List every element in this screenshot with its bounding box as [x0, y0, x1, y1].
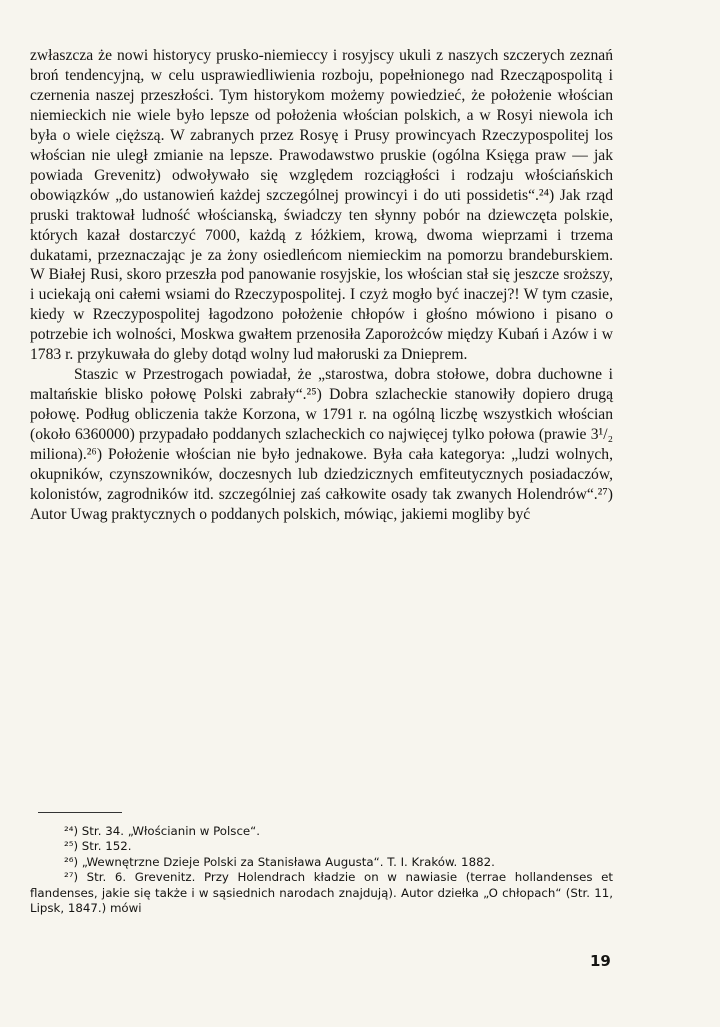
footnote-divider: [38, 812, 122, 813]
paragraph: zwłaszcza że nowi historycy prusko-niemieccy i rosyjscy ukuli z naszych szczerych zeznań broń tendencyjną, w celu usprawiedliwienia rozboju, popełnionego nad Rzecząpospolitą i czernenia naszej przeszłości. Tym historykom możemy powiedzieć, że położenie włościan niemieckich nie wiele było lepsze od położenia włościan polskich, a w Rosyi niewola ich była o wiele cięższą. W zabranych przez Rosyę i Prusy prowincyach Rzeczypospolitej los włościan nie uległ zmianie na lepsze. Prawodawstwo pruskie (ogólna Księga praw — jak powiada Grevenitz) odwoływało się względem rozciągłości i rodzaju włościańskich obowiązków „do ustanowień każdej szczególnej prowincyi i do uti possidetis“.²⁴) Jak rząd pruski traktował ludność włościanską, świadczy ten słynny pobór na dziewczęta polskie, których kazał dostarczyć 7000, każdą z łóżkiem, krową, dwoma wieprzami i trzema dukatami, przeznaczając je za żony osiedleńcom niemieckim na pomorzu brandeburskiem. W Białej Rusi, skoro przeszła pod panowanie rosyjskie, los włościan stał się jeszcze sroższy, i uciekają oni całemi wsiami do Rzeczypospolitej. I czyż mogło być inaczej?! W tym czasie, kiedy w Rzeczypospolitej łagodzono położenie chłopów i głośno mówiono i pisano o potrzebie ich wolności, Moskwa gwałtem przenosiła Zaporożców między Kubań i Azów i w 1783 r. przykuwała do gleby dotąd wolny lud małoruski za Dnieprem.: [30, 47, 613, 364]
footnote: ²⁷) Str. 6. Grevenitz. Przy Holendrach kładzie on w nawiasie (terrae hollandenses et flandenses, jakie się także i w sąsiednich narodach znajdują). Autor dziełka „O chłopach“ (Str. 11, Lipsk, 1847.) mówi: [30, 870, 613, 916]
footnote: ²⁶) „Wewnętrzne Dzieje Polski za Stanisława Augusta“. T. I. Kraków. 1882.: [64, 854, 495, 869]
footnote: ²⁵) Str. 152.: [64, 839, 132, 854]
main-text: [30, 46, 613, 525]
paragraph: Staszic w Przestrogach powiadał, że „starostwa, dobra stołowe, dobra duchowne i maltańskie blisko połowę Polski zabrały“.²⁵) Dobra szlacheckie stanowiły dopiero drugą połowę. Podług obliczenia także Korzona, w 1791 r. na ogólną liczbę wszystkich włościan (około 6360000) przypadało poddanych szlacheckich co najwięcej tylko połowa (prawie 3¹/₂ miliona).²⁶) Położenie włościan nie było jednakowe. Była cała kategorya: „ludzi wolnych, okupników, czynszowników, doczesnych lub dziedzicznych emfiteutycznych posiadaczów, kolonistów, zagrodników itd. szczególniej zaś całkowite osady tak zwanych Holendrów“.²⁷) Autor Uwag praktycznych o poddanych polskich, mówiąc, jakiemi mogliby być: [30, 366, 613, 523]
footnotes: [30, 824, 613, 916]
page-number: 19: [590, 952, 611, 970]
footnote: ²⁴) Str. 34. „Włościanin w Polsce“.: [64, 824, 261, 838]
